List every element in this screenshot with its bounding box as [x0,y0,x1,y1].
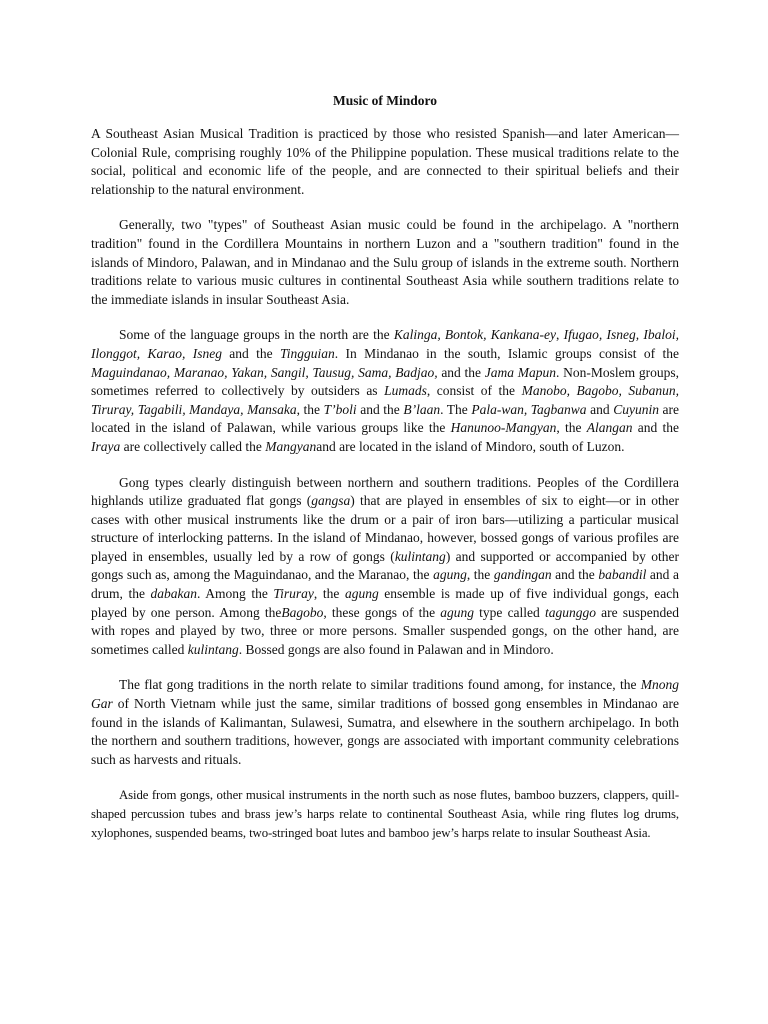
text-run: and the [551,567,599,583]
italic-term: kulintang [394,548,446,564]
italic-term: Cuyunin [613,401,659,417]
italic-term: agung [440,604,475,620]
italic-term: Tiruray [273,586,314,602]
text-run: of North Vietnam while just the same, similar traditions of bossed gong ensembles in Mindanao are found in the islands of Kalimantan, Sulawesi, Sumatra, and elsewhere in the southern archipelago. In both the northern and southern traditions, however, gongs are associated with important community celebrations such as harvests and rituals. [91,696,679,767]
text-run: are located in the island of Palawan, while various groups like the [91,401,679,436]
text-run: , [556,327,564,343]
italic-term: Mnong Gar [91,677,679,712]
text-run: and the [221,345,280,361]
italic-term: agung [433,567,467,583]
text-run: . Among the [197,586,274,602]
italic-term: Manobo, Bagobo, Subanun, Tiruray, Tagabili, Mandaya, Mansaka [91,383,679,417]
italic-term: Alangan [586,420,633,436]
paragraph-other-instruments: Aside from gongs, other musical instruments in the north such as nose flutes, bamboo buzzers, clappers, quill-shaped percussion tubes and brass jew’s harps relate to continental Southeast Asia, while ring flutes log drums, xylophones, suspended beams, two-stringed boat lutes and bamboo jew’s harps relate to insular Southeast Asia. [91,788,679,840]
text-run: and [586,401,614,417]
italic-term: Hanunoo-Mangyan [450,420,557,436]
paragraph-gong-types [91,474,679,660]
text-run: Gong types clearly distinguish between northern and southern traditions. Peoples of the Cordillera highlands utilize graduated flat gongs ( [91,474,679,509]
document-page [91,92,679,859]
text-run: and the [437,364,485,380]
text-run: , the [313,586,345,602]
italic-term: B’laan [403,401,441,417]
paragraph-language-groups [91,326,679,456]
text-run: ) that are played in ensembles of six to eight—or in other cases with other musical instruments like the drum or a pair of iron bars—utilizing a particular musical structure of interlocking patterns. In the island of Mindanao, however, bossed gongs of various profiles are played in ensembles, usually led by a row of gongs ( [91,493,679,564]
text-run: The flat gong traditions in the north relate to similar traditions found among, for instance, the [119,677,641,693]
italic-term: dabakan [150,586,198,602]
text-run: , these gongs of the [323,604,441,620]
page-title: Music of Mindoro [333,93,437,108]
text-run: , the [296,401,324,417]
italic-term: Iraya [91,438,121,454]
italic-term: agung [344,586,379,602]
paragraph-intro: A Southeast Asian Musical Tradition is practiced by those who resisted Spanish—and later American—Colonial Rule, comprising roughly 10% of the Philippine population. These musical traditions relate to the social, political and economic life of the people, and are connected to their spiritual beliefs and their relationship to the natural environment. [91,126,679,197]
italic-term: babandil [598,567,647,583]
text-run: ensemble is made up of five individual gongs, each played by one person. Among the [91,586,679,620]
italic-term: Ifugao, Isneg, Ibaloi, Ilonggot, Karao, Isneg [91,327,679,361]
italic-term: kulintang [187,641,239,657]
italic-term: Kalinga, Bontok, Kankana-ey [393,327,557,343]
text-run: are suspended with ropes and played by two, three or more persons. Smaller suspended gongs, on the other hand, are sometimes called [91,604,679,657]
text-run: type called [474,604,545,620]
text-run: are collectively called the [120,438,266,454]
text-run: and a drum, the [91,567,679,602]
text-run: . Non-Moslem groups, sometimes referred to collectively by outsiders as [91,364,679,399]
italic-term: gangsa [311,493,351,509]
italic-term: Lumads [384,383,427,399]
italic-term: T’boli [323,401,357,417]
text-run: , the [466,567,494,583]
italic-term: tagunggo [544,604,596,620]
text-run: and are located in the island of Mindoro, south of Luzon. [316,438,625,454]
text-run: Some of the language groups in the north are the [119,327,394,343]
text-run: . In Mindanao in the south, Islamic groups consist of the [334,345,679,361]
text-run: and the [356,401,404,417]
paragraph-flat-gong-traditions [91,676,679,769]
text-run: . The [440,401,472,417]
text-run: and the [632,420,679,436]
italic-term: Pala-wan, Tagbanwa [471,401,587,417]
paragraph-two-types: Generally, two "types" of Southeast Asian music could be found in the archipelago. A "northern tradition" found in the Cordillera Mountains in northern Luzon and a "southern tradition" found in the islands of Mindoro, Palawan, and in Mindanao and the Sulu group of islands in the extreme south. Northern traditions relate to various music cultures in continental Southeast Asia while southern traditions relate to the immediate islands in insular Southeast Asia. [91,217,679,307]
text-run: ) and supported or accompanied by other gongs such as, among the Maguindanao, and the Maranao, the [91,548,679,583]
italic-term: Maguindanao, Maranao, Yakan, Sangil, Tausug, Sama, Badjao, [91,364,438,380]
italic-term: gandingan [493,567,552,583]
text-run: , consist of the [426,383,522,399]
italic-term: Bagobo [281,604,324,620]
text-run: . Bossed gongs are also found in Palawan and in Mindoro. [238,641,554,657]
italic-term: Tingguian [280,345,335,361]
italic-term: Mangyan [265,438,317,454]
italic-term: Jama Mapun [484,364,557,380]
text-run: , the [556,420,587,436]
